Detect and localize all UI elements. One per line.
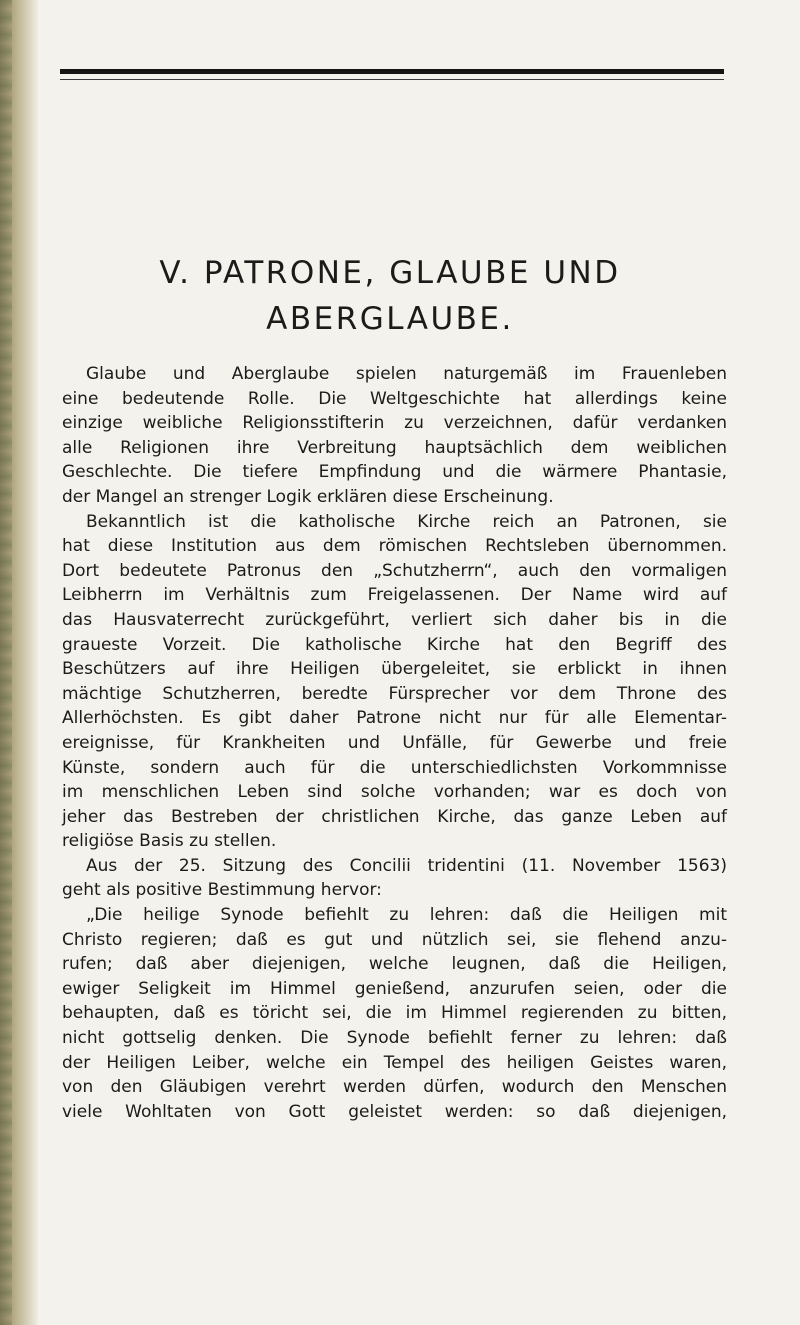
text-line: religiöse Basis zu stellen. bbox=[62, 831, 277, 852]
text-line: im menschlichen Leben sind solche vorhanden; war es doch von bbox=[62, 782, 727, 803]
header-rule-thick bbox=[60, 69, 724, 74]
text-line: „Die heilige Synode befiehlt zu lehren: daß die Heiligen mit bbox=[86, 905, 727, 926]
text-line: der Heiligen Leiber, welche ein Tempel des heiligen Geistes waren, bbox=[62, 1052, 727, 1073]
text-line: behaupten, daß es töricht sei, die im Himmel regierenden zu bitten, bbox=[62, 1003, 727, 1024]
text-line: viele Wohltaten von Gott geleistet werden: so daß diejenigen, bbox=[62, 1101, 727, 1122]
text-line: eine bedeutende Rolle. Die Weltgeschichte hat allerdings keine bbox=[62, 388, 727, 409]
text-line: Leibherrn im Verhältnis zum Freigelassenen. Der Name wird auf bbox=[62, 585, 727, 606]
text-line: Aus der 25. Sitzung des Concilii tridentini (11. November 1563) bbox=[86, 855, 727, 876]
text-line: jeher das Bestreben der christlichen Kirche, das ganze Leben auf bbox=[62, 806, 727, 827]
header-rule-thin bbox=[60, 79, 724, 80]
text-line: von den Gläubigen verehrt werden dürfen, wodurch den Menschen bbox=[62, 1077, 727, 1098]
text-line: Allerhöchsten. Es gibt daher Patrone nicht nur für alle Elementar- bbox=[62, 708, 727, 729]
text-line: hat diese Institution aus dem römischen Rechtsleben übernommen. bbox=[62, 536, 727, 557]
text-line: Glaube und Aberglaube spielen naturgemäß im Frauenleben bbox=[86, 364, 727, 384]
text-line: Geschlechte. Die tiefere Empfindung und die wärmere Phantasie, bbox=[62, 462, 727, 483]
text-line: ewiger Seligkeit im Himmel genießend, anzurufen seien, oder die bbox=[62, 978, 727, 999]
text-line: das Hausvaterrecht zurückgeführt, verliert sich daher bis in die bbox=[62, 609, 727, 630]
text-line: geht als positive Bestimmung hervor: bbox=[62, 880, 382, 901]
text-line: alle Religionen ihre Verbreitung hauptsächlich dem weiblichen bbox=[62, 437, 727, 458]
chapter-title-line-1: V. PATRONE, GLAUBE UND bbox=[159, 255, 621, 291]
text-line: Beschützers auf ihre Heiligen übergeleitet, sie erblickt in ihnen bbox=[62, 659, 727, 680]
text-line: Bekanntlich ist die katholische Kirche reich an Patronen, sie bbox=[86, 511, 727, 532]
text-line: rufen; daß aber diejenigen, welche leugnen, daß die Heiligen, bbox=[62, 954, 727, 975]
text-line: Christo regieren; daß es gut und nützlich sei, sie flehend anzu- bbox=[62, 929, 727, 950]
text-line: ereignisse, für Krankheiten und Unfälle, für Gewerbe und freie bbox=[62, 732, 727, 753]
chapter-title-line-2: ABERGLAUBE. bbox=[266, 301, 514, 337]
page-gutter-shade bbox=[0, 0, 12, 1325]
body-text bbox=[62, 362, 727, 1124]
text-line: mächtige Schutzherren, beredte Fürsprecher vor dem Throne des bbox=[62, 683, 727, 704]
text-line: Dort bedeutete Patronus den „Schutzherrn“, auch den vormaligen bbox=[62, 560, 727, 581]
text-line: einzige weibliche Religionsstifterin zu verzeichnen, dafür verdanken bbox=[62, 413, 727, 434]
text-line: graueste Vorzeit. Die katholische Kirche hat den Begriff des bbox=[62, 634, 727, 655]
text-line: der Mangel an strenger Logik erklären diese Erscheinung. bbox=[62, 486, 554, 507]
text-line: nicht gottselig denken. Die Synode befiehlt ferner zu lehren: daß bbox=[62, 1028, 727, 1049]
text-line: Künste, sondern auch für die unterschiedlichsten Vorkommnisse bbox=[62, 757, 727, 778]
chapter-title bbox=[60, 250, 720, 342]
